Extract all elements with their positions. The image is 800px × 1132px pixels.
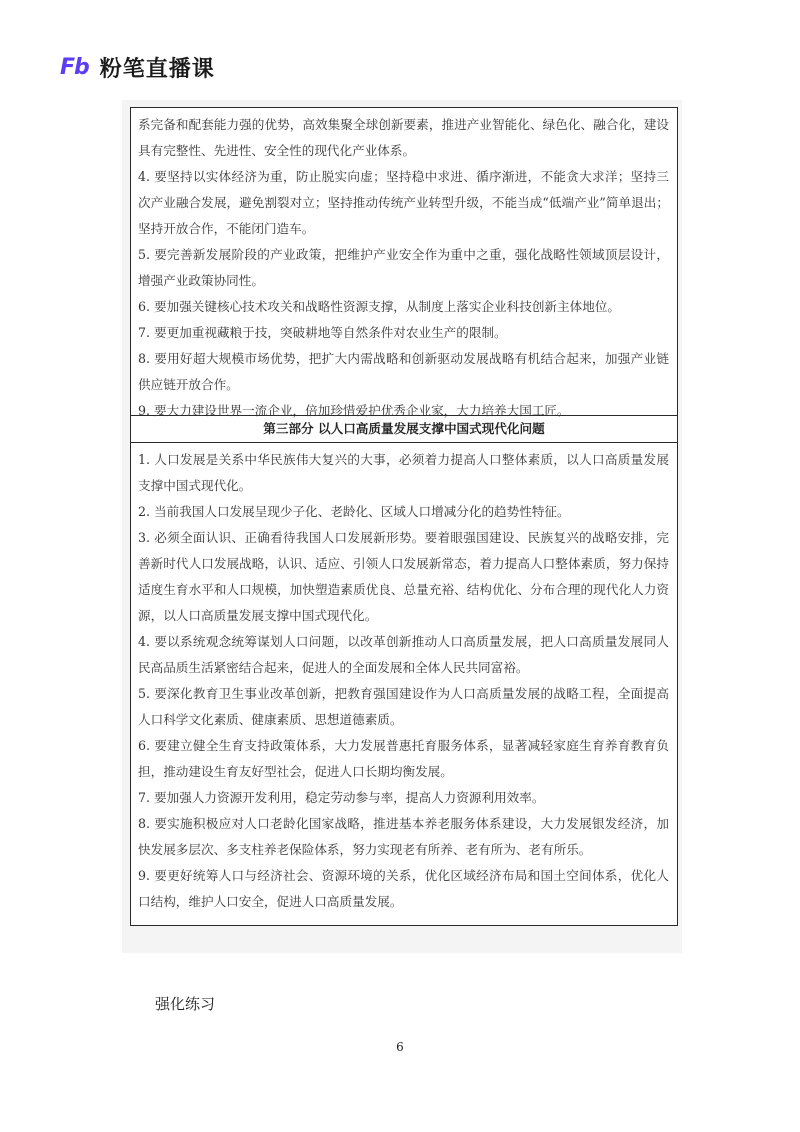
paragraph: 5. 要深化教育卫生事业改革创新，把教育强国建设作为人口高质量发展的战略工程，全面提高人口科学文化素质、健康素质、思想道德素质。 [138, 686, 669, 727]
table-cell-top [131, 108, 677, 418]
paragraph: 7. 要更加重视藏粮于技，突破耕地等自然条件对农业生产的限制。 [138, 325, 507, 340]
paragraph: 8. 要实施积极应对人口老龄化国家战略，推进基本养老服务体系建设，大力发展银发经济，加快发展多层次、多支柱养老保险体系，努力实现老有所养、老有所为、老有所乐。 [138, 816, 669, 857]
table-cell-bottom [131, 443, 677, 925]
practice-heading: 强化练习 [155, 995, 216, 1013]
paragraph: 9. 要大力建设世界一流企业，倍加珍惜爱护优秀企业家，大力培养大国工匠。 [138, 403, 570, 418]
section-heading: 第三部分 以人口高质量发展支撑中国式现代化问题 [131, 415, 677, 443]
paragraph: 6. 要加强关键核心技术攻关和战略性资源支撑，从制度上落实企业科技创新主体地位。 [138, 299, 620, 314]
fb-logo-icon: Fb [60, 54, 89, 80]
paragraph: 9. 要更好统筹人口与经济社会、资源环境的关系，优化区域经济布局和国土空间体系，优化人口结构，维护人口安全，促进人口高质量发展。 [138, 868, 669, 909]
content-table [130, 107, 678, 926]
paragraph: 4. 要以系统观念统筹谋划人口问题，以改革创新推动人口高质量发展，把人口高质量发展同人民高品质生活紧密结合起来，促进人的全面发展和全体人民共同富裕。 [138, 634, 669, 675]
paragraph: 8. 要用好超大规模市场优势，把扩大内需战略和创新驱动发展战略有机结合起来，加强产业链供应链开放合作。 [138, 351, 669, 392]
paragraph: 4. 要坚持以实体经济为重，防止脱实向虚；坚持稳中求进、循序渐进，不能贪大求洋；坚持三次产业融合发展，避免割裂对立；坚持推动传统产业转型升级，不能当成“低端产业”简单退出；坚持开放合作，不能闭门造车。 [138, 169, 669, 236]
brand-logo [57, 52, 215, 82]
paragraph: 1. 人口发展是关系中华民族伟大复兴的大事，必须着力提高人口整体素质，以人口高质量发展支撑中国式现代化。 [138, 452, 669, 493]
paragraph: 6. 要建立健全生育支持政策体系，大力发展普惠托育服务体系，显著减轻家庭生育养育教育负担，推动建设生育友好型社会，促进人口长期均衡发展。 [138, 738, 669, 779]
page-number: 6 [396, 1040, 404, 1054]
paragraph: 2. 当前我国人口发展呈现少子化、老龄化、区域人口增减分化的趋势性特征。 [138, 504, 570, 519]
paragraph: 5. 要完善新发展阶段的产业政策，把维护产业安全作为重中之重，强化战略性领域顶层设计，增强产业政策协同性。 [138, 247, 669, 288]
paragraph: 系完备和配套能力强的优势，高效集聚全球创新要素，推进产业智能化、绿色化、融合化，建设具有完整性、先进性、安全性的现代化产业体系。 [138, 117, 669, 158]
brand-name: 粉笔直播课 [99, 56, 215, 82]
paragraph: 7. 要加强人力资源开发利用，稳定劳动参与率，提高人力资源利用效率。 [138, 790, 545, 805]
paragraph: 3. 必须全面认识、正确看待我国人口发展新形势。要着眼强国建设、民族复兴的战略安排，完善新时代人口发展战略，认识、适应、引领人口发展新常态，着力提高人口整体素质，努力保持适度生育水平和人口规模，加快塑造素质优良、总量充裕、结构优化、分布合理的现代化人力资源，以人口高质量发展支撑中国式现代化。 [138, 530, 669, 623]
